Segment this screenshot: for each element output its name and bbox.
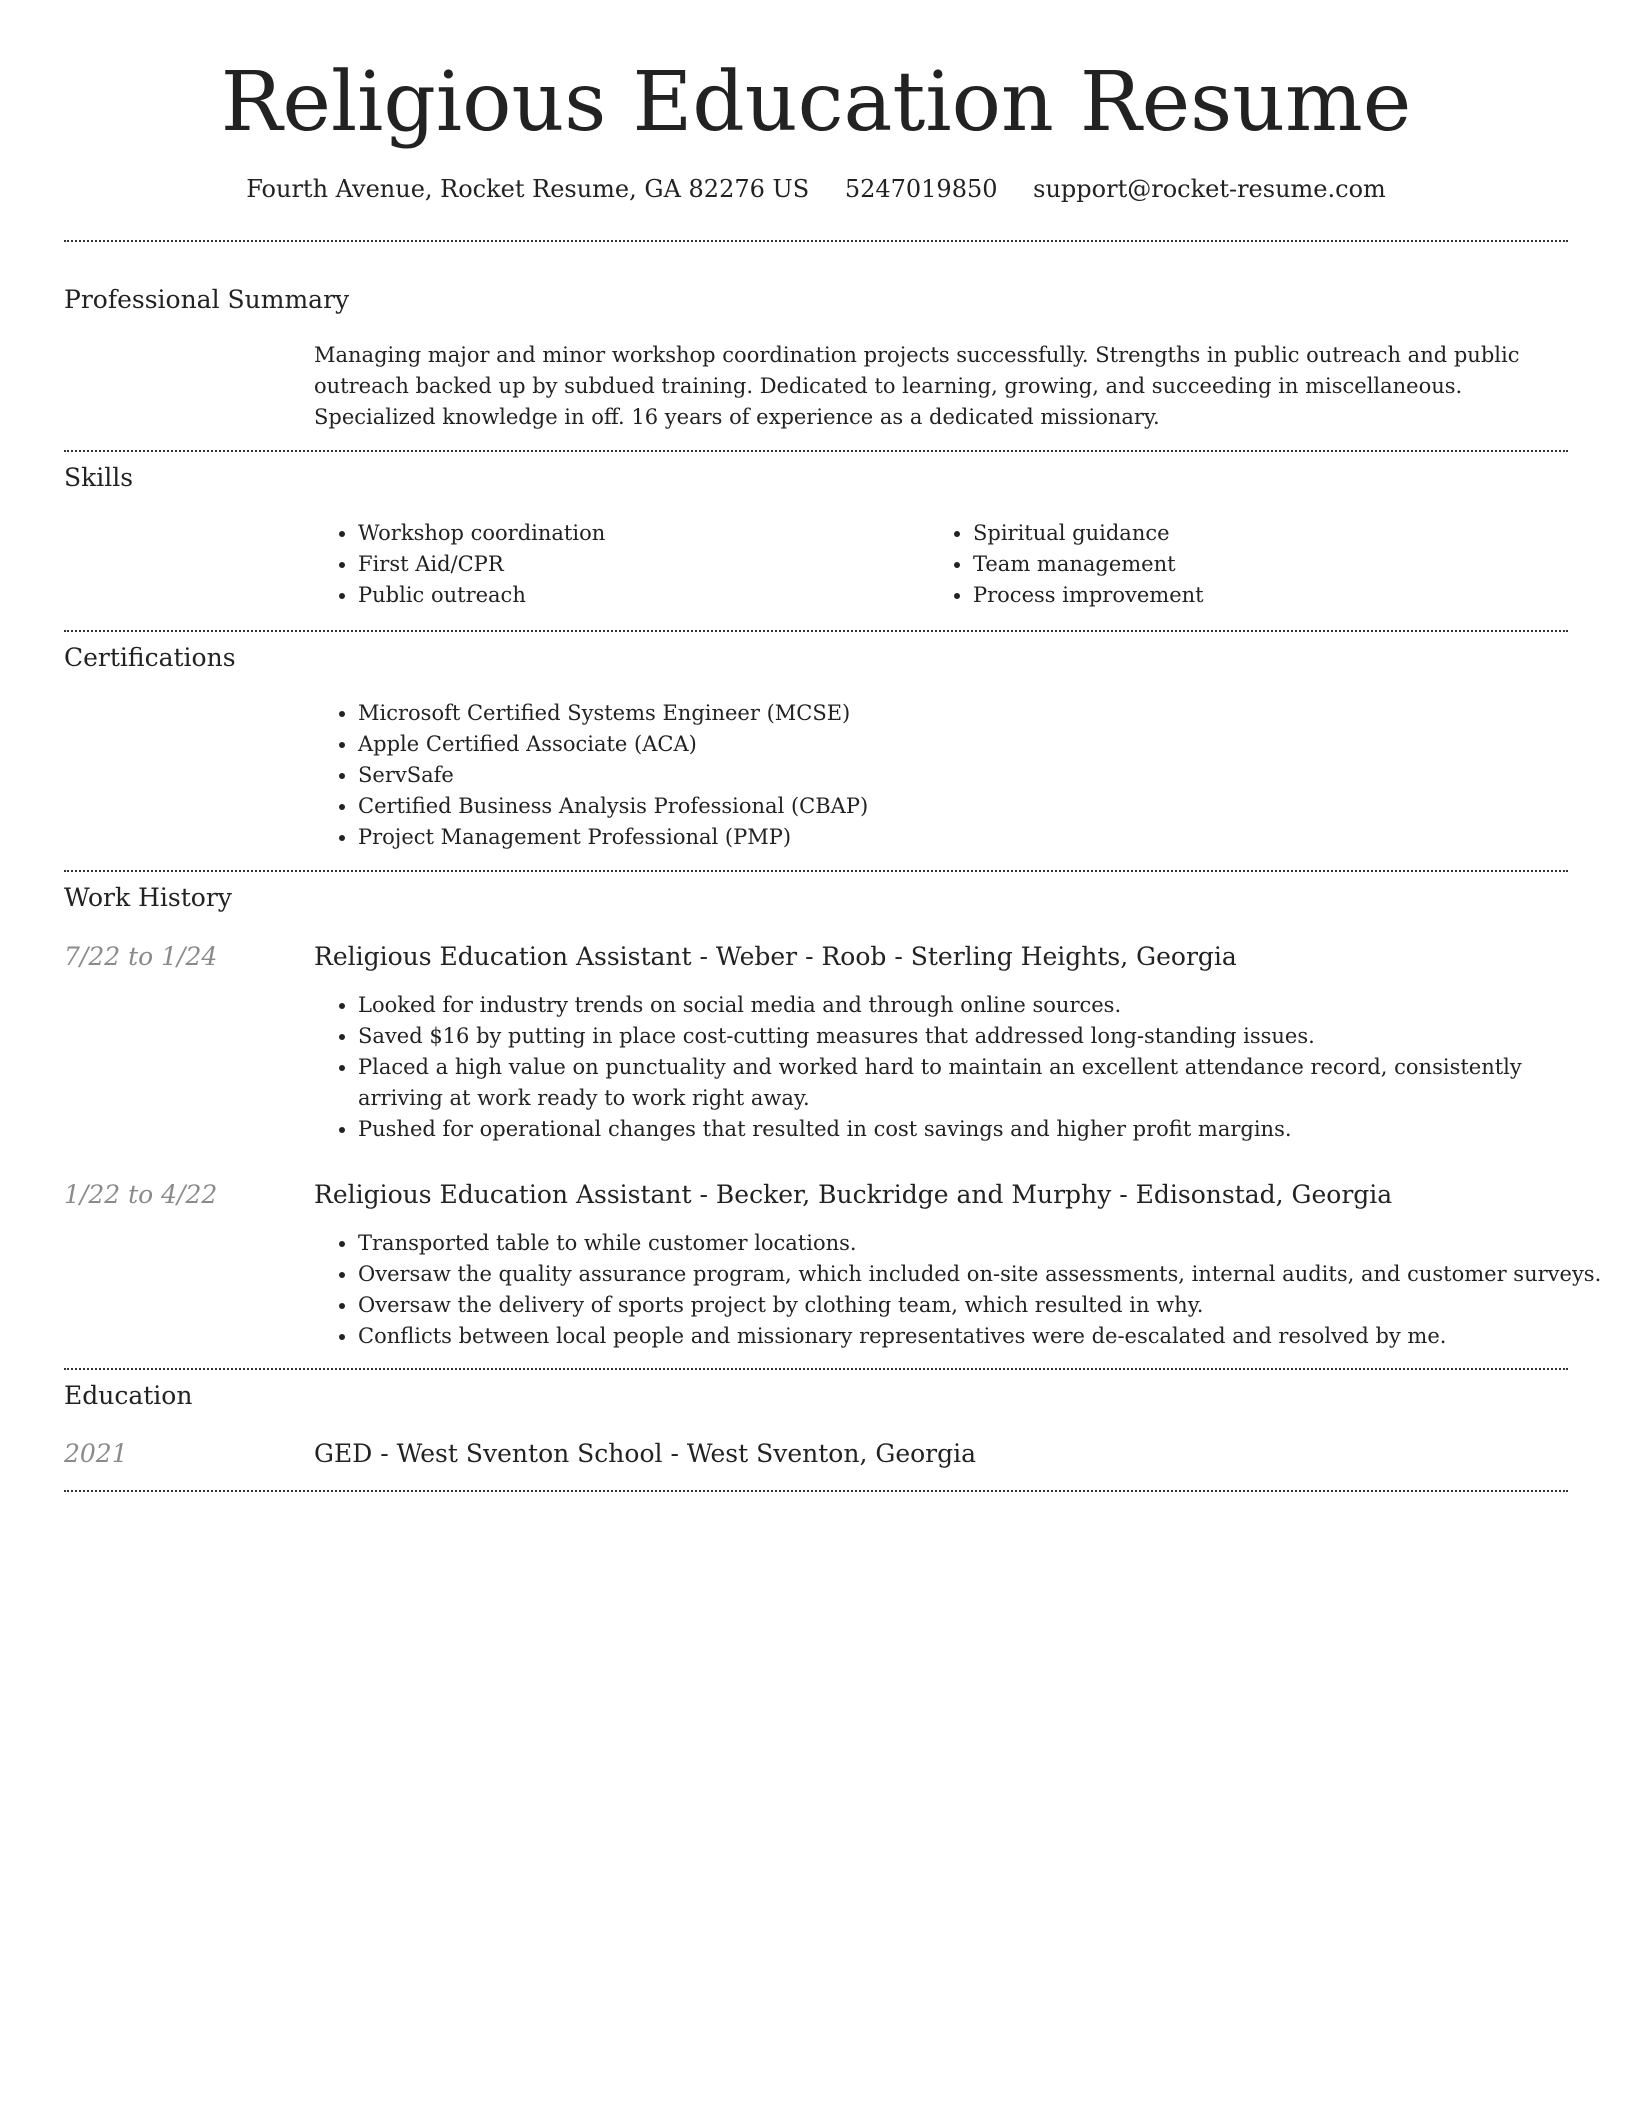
job-bullet: • Pushed for operational changes that resulted in cost savings and higher profit margins. <box>358 1114 1612 1145</box>
summary-heading: Professional Summary <box>64 285 350 314</box>
contact-line <box>0 169 1632 209</box>
contact-phone: 5247019850 <box>844 175 998 203</box>
section-divider <box>64 240 1568 242</box>
job-bullets <box>314 990 1612 1145</box>
skills-heading: Skills <box>64 463 134 492</box>
section-divider <box>64 630 1568 632</box>
skill-item: • Team management <box>973 549 1573 580</box>
certification-item: • Certified Business Analysis Professional (CBAP) <box>358 791 1558 822</box>
skills-list-right <box>929 518 1573 611</box>
job-bullet: • Looked for industry trends on social media and through online sources. <box>358 990 1612 1021</box>
skill-item: • Workshop coordination <box>358 518 938 549</box>
job-title: Religious Education Assistant - Becker, Buckridge and Murphy - Edisonstad, Georgia <box>314 1180 1393 1209</box>
education-heading: Education <box>64 1381 193 1410</box>
skill-item: • Spiritual guidance <box>973 518 1573 549</box>
work-history-heading: Work History <box>64 883 232 912</box>
education-year: 2021 <box>64 1439 128 1468</box>
certification-item: • Microsoft Certified Systems Engineer (MCSE) <box>358 698 1558 729</box>
section-divider <box>64 450 1568 452</box>
job-bullet: • Conflicts between local people and missionary representatives were de-escalated and resolved by me. <box>358 1321 1612 1352</box>
certification-item: • ServSafe <box>358 760 1558 791</box>
education-entry: GED - West Sventon School - West Sventon, Georgia <box>314 1439 977 1468</box>
job-dates: 7/22 to 1/24 <box>64 942 218 971</box>
contact-email: support@rocket-resume.com <box>1033 175 1386 203</box>
resume-title: Religious Education Resume <box>220 55 1412 150</box>
certification-item: • Apple Certified Associate (ACA) <box>358 729 1558 760</box>
skill-item: • First Aid/CPR <box>358 549 938 580</box>
certifications-heading: Certifications <box>64 643 236 672</box>
section-divider <box>64 870 1568 872</box>
job-dates: 1/22 to 4/22 <box>64 1180 218 1209</box>
section-divider <box>64 1490 1568 1492</box>
job-bullet: • Transported table to while customer locations. <box>358 1228 1612 1259</box>
certification-item: • Project Management Professional (PMP) <box>358 822 1558 853</box>
skill-item: • Public outreach <box>358 580 938 611</box>
job-bullet: • Oversaw the quality assurance program, which included on-site assessments, internal audits, and customer surveys. <box>358 1259 1612 1290</box>
job-bullets <box>314 1228 1612 1352</box>
job-bullet: • Placed a high value on punctuality and worked hard to maintain an excellent attendance record, consistently arriving at work ready to work right away. <box>358 1052 1612 1114</box>
job-bullet: • Saved $16 by putting in place cost-cutting measures that addressed long-standing issues. <box>358 1021 1612 1052</box>
skill-item: • Process improvement <box>973 580 1573 611</box>
section-divider <box>64 1368 1568 1370</box>
certifications-list <box>314 698 1558 853</box>
summary-text: Managing major and minor workshop coordination projects successfully. Strengths in public outreach and public outreach backed up by subdued training. Dedicated to learning, growing, and succeeding in miscellaneous. Specialized knowledge in off. 16 years of experience as a dedicated missionary. <box>314 343 1520 429</box>
job-title: Religious Education Assistant - Weber - Roob - Sterling Heights, Georgia <box>314 942 1237 971</box>
job-bullet: • Oversaw the delivery of sports project by clothing team, which resulted in why. <box>358 1290 1612 1321</box>
skills-list-left <box>314 518 938 611</box>
contact-address: Fourth Avenue, Rocket Resume, GA 82276 US <box>246 175 810 203</box>
